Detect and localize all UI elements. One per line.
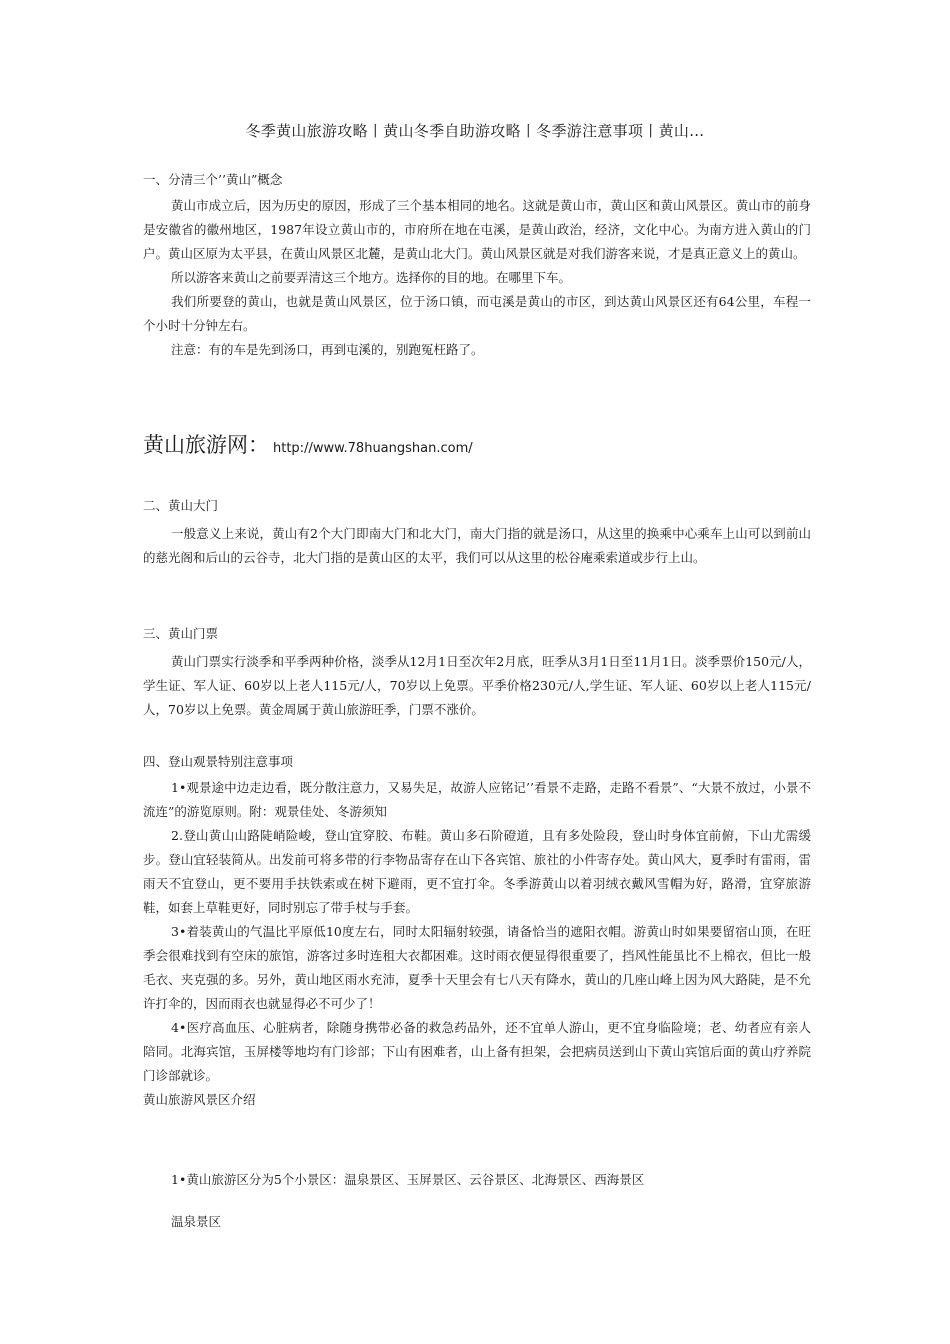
section-gates (143, 494, 811, 570)
paragraph: 4•医疗高血压、心脏病者，除随身携带必备的救急药品外，还不宜单人游山，更不宜身临险境；老、幼者应有亲人陪同。北海宾馆，玉屏楼等地均有门诊部；下山有困难者，山上备有担架，会把病员送到山下黄山宾馆后面的黄山疗养院门诊部就诊。 (143, 1020, 811, 1083)
paragraph: 温泉景区 (171, 1214, 222, 1229)
paragraph: 1•黄山旅游区分为5个小景区：温泉景区、玉屏景区、云谷景区、北海景区、西海景区 (171, 1172, 645, 1187)
paragraph: 黄山门票实行淡季和平季两种价格，淡季从12月1日至次年2月底，旺季从3月1日至11月1日。淡季票价150元/人，学生证、军人证、60岁以上老人115元/人，70岁以上免票。平季价格230元/人,学生证、军人证、60岁以上老人115元/人，70岁以上免票。黄金周属于黄山旅游旺季，门票不涨价。 (143, 654, 811, 717)
paragraph: 注意：有的车是先到汤口，再到屯溪的，别跑冤枉路了。 (171, 342, 484, 357)
paragraph: 一般意义上来说，黄山有2个大门即南大门和北大门，南大门指的就是汤口，从这里的换乘中心乘车上山可以到前山的慈光阁和后山的云谷寺，北大门指的是黄山区的太平，我们可以从这里的松谷庵乘索道或步行上山。 (143, 526, 811, 565)
paragraph: 我们所要登的黄山，也就是黄山风景区，位于汤口镇，而屯溪是黄山的市区，到达黄山风景区还有64公里，车程一个小时十分钟左右。 (143, 294, 811, 333)
section-concepts (143, 168, 811, 362)
paragraph: 3•着装黄山的气温比平原低10度左右，同时太阳辐射较强，请备恰当的遮阳衣帽。游黄山时如果要留宿山顶，在旺季会很难找到有空床的旅馆，游客过多时连租大衣都困难。这时雨衣便显得很重要了，挡风性能虽比不上棉衣，但比一般毛衣、夹克强的多。另外，黄山地区雨水充沛，夏季十天里会有七八天有降水，黄山的几座山峰上因为风大路陡，是不允许打伞的，因而雨衣也就显得必不可少了！ (143, 924, 811, 1011)
paragraph: 黄山市成立后，因为历史的原因，形成了三个基本相同的地名。这就是黄山市，黄山区和黄山风景区。黄山市的前身是安徽省的徽州地区，1987年设立黄山市的，市府所在地在屯溪，是黄山政治，经济，文化中心。为南方进入黄山的门户。黄山区原为太平县，在黄山风景区北麓，是黄山北大门。黄山风景区就是对我们游客来说，才是真正意义上的黄山。 (143, 198, 811, 261)
section-heading: 黄山旅游风景区介绍 (143, 1092, 256, 1107)
page-title: 冬季黄山旅游攻略丨黄山冬季自助游攻略丨冬季游注意事项丨黄山… (245, 122, 705, 140)
section-heading: 一、分清三个’’黄山”概念 (143, 172, 283, 187)
website-url-link[interactable]: http://www.78huangshan.com/ (273, 441, 473, 456)
section-tickets (143, 622, 811, 722)
paragraph: 1•观景途中边走边看，既分散注意力，又易失足，故游人应铭记’’看景不走路，走路不看景”、“大景不放过，小景不流连”的游览原则。附：观景佳处、冬游须知 (143, 780, 811, 819)
paragraph: 2.登山黄山山路陡峭险峻，登山宜穿胶、布鞋。黄山多石阶磴道，且有多处险段，登山时身体宜前俯，下山尤需缓步。登山宜轻装简从。出发前可将多带的行李物品寄存在山下各宾馆、旅社的小件寄存处。黄山风大，夏季时有雷雨，雷雨天不宜登山，更不要用手扶铁索或在树下避雨，更不宜打伞。冬季游黄山以着羽绒衣戴风雪帽为好，路滑，宜穿旅游鞋，如套上草鞋更好，同时别忘了带手杖与手套。 (143, 828, 811, 915)
section-precautions (143, 750, 811, 1112)
section-scenic-intro (143, 1168, 811, 1234)
paragraph: 所以游客来黄山之前要弄清这三个地方。选择你的目的地。在哪里下车。 (171, 270, 572, 285)
website-label: 黄山旅游网： (143, 433, 269, 457)
website-line (143, 430, 811, 464)
section-heading: 四、登山观景特别注意事项 (143, 754, 294, 769)
section-heading: 三、黄山门票 (143, 626, 219, 641)
section-heading: 二、黄山大门 (143, 498, 219, 513)
